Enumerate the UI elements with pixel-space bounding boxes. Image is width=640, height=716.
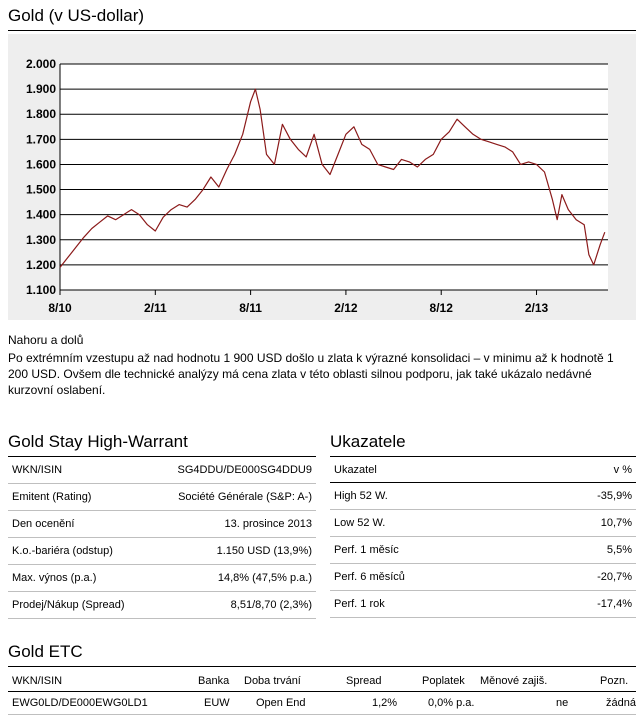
indicators-header-label: Ukazatel <box>330 457 528 483</box>
indicator-row-label: Perf. 6 měsíců <box>330 564 528 591</box>
etc-header-row <box>8 670 636 692</box>
x-tick-label: 2/13 <box>524 301 549 315</box>
warrant-row <box>8 484 316 511</box>
warrant-title: Gold Stay High-Warrant <box>8 432 188 451</box>
indicator-row <box>330 591 636 618</box>
etc-cell-isin: EWG0LD/DE000EWG0LD1 <box>12 697 148 709</box>
chart-description: Po extrémním vzestupu až nad hodnotu 1 900 USD došlo u zlata k výrazné konsolidaci – v minimu až k hodnotě 1 200 USD. Ovšem dle technické analýzy má cena zlata v této oblasti silnou podporu, jak také ukázalo nedávné kurzovní oslabení. <box>8 351 614 397</box>
warrant-row-label: Emitent (Rating) <box>8 484 149 511</box>
indicator-row <box>330 564 636 591</box>
indicator-row-value: -17,4% <box>528 591 636 618</box>
warrant-row-value: 14,8% (47,5% p.a.) <box>149 565 316 592</box>
etc-cell-fee: 0,0% p.a. <box>428 697 475 709</box>
etc-header-note: Pozn. <box>600 675 629 687</box>
warrant-row <box>8 538 316 565</box>
y-tick-label: 1.500 <box>25 182 56 197</box>
warrant-row <box>8 565 316 592</box>
warrant-row-value: 8,51/8,70 (2,3%) <box>149 592 316 619</box>
etc-data-row <box>8 692 636 714</box>
etc-header-isin: WKN/ISIN <box>12 675 63 687</box>
warrant-row-label: Den ocenění <box>8 511 149 538</box>
etc-bottom-rule <box>8 714 636 715</box>
warrant-row-value: 1.150 USD (13,9%) <box>149 538 316 565</box>
warrant-row-value: SG4DDU/DE000SG4DDU9 <box>149 457 316 484</box>
etc-title: Gold ETC <box>8 642 83 661</box>
etc-header-currency-hedge: Měnové zajiš. <box>480 675 548 687</box>
y-tick-label: 2.000 <box>25 57 56 71</box>
indicator-row-label: Perf. 1 rok <box>330 591 528 618</box>
etc-cell-currency-hedge: ne <box>556 697 569 709</box>
warrant-row <box>8 511 316 538</box>
gold-price-chart <box>8 34 636 320</box>
x-tick-label: 2/11 <box>143 301 167 315</box>
etc-cell-term: Open End <box>256 697 306 709</box>
warrant-table <box>8 457 316 619</box>
indicator-row-label: Perf. 1 měsíc <box>330 537 528 564</box>
etc-cell-bank: EUW <box>204 697 230 709</box>
chart-title-rule <box>8 30 636 31</box>
y-tick-label: 1.200 <box>25 257 56 272</box>
warrant-row-label: WKN/ISIN <box>8 457 149 484</box>
indicators-title: Ukazatele <box>330 432 406 451</box>
chart-title: Gold (v US-dollar) <box>8 6 145 25</box>
etc-header-bank: Banka <box>198 675 230 687</box>
chart-subheading: Nahoru a dolů <box>8 333 84 347</box>
indicator-row-value: 10,7% <box>528 510 636 537</box>
warrant-row-label: Prodej/Nákup (Spread) <box>8 592 149 619</box>
etc-header-spread: Spread <box>346 675 382 687</box>
indicator-row <box>330 510 636 537</box>
warrant-row <box>8 592 316 619</box>
y-tick-label: 1.900 <box>25 82 56 97</box>
warrant-row <box>8 457 316 484</box>
y-tick-label: 1.400 <box>25 207 56 222</box>
indicator-row <box>330 483 636 510</box>
etc-header-term: Doba trvání <box>244 675 301 687</box>
indicator-row-label: High 52 W. <box>330 483 528 510</box>
y-tick-label: 1.600 <box>25 157 56 172</box>
warrant-row-label: K.o.-bariéra (odstup) <box>8 538 149 565</box>
etc-cell-spread: 1,2% <box>372 697 398 709</box>
indicator-row <box>330 537 636 564</box>
etc-cell-note: žádná <box>606 697 636 709</box>
y-tick-label: 1.700 <box>25 132 56 147</box>
y-tick-label: 1.100 <box>25 283 56 297</box>
y-tick-label: 1.800 <box>25 107 56 122</box>
warrant-row-value: Société Générale (S&P: A-) <box>149 484 316 511</box>
indicators-table <box>330 457 636 618</box>
warrant-row-label: Max. výnos (p.a.) <box>8 565 149 592</box>
chart-svg <box>8 34 636 320</box>
etc-title-rule <box>8 666 636 667</box>
y-tick-label: 1.300 <box>25 232 56 247</box>
x-tick-label: 2/12 <box>334 301 358 315</box>
plot-area <box>60 64 608 290</box>
etc-header-fee: Poplatek <box>422 675 465 687</box>
x-tick-label: 8/12 <box>429 301 453 315</box>
indicator-row-label: Low 52 W. <box>330 510 528 537</box>
x-tick-label: 8/11 <box>239 301 262 315</box>
x-tick-label: 8/10 <box>48 301 72 315</box>
indicators-header-value: v % <box>528 457 636 483</box>
indicator-row-value: 5,5% <box>528 537 636 564</box>
indicators-header-row <box>330 457 636 483</box>
warrant-row-value: 13. prosince 2013 <box>149 511 316 538</box>
indicator-row-value: -20,7% <box>528 564 636 591</box>
indicator-row-value: -35,9% <box>528 483 636 510</box>
